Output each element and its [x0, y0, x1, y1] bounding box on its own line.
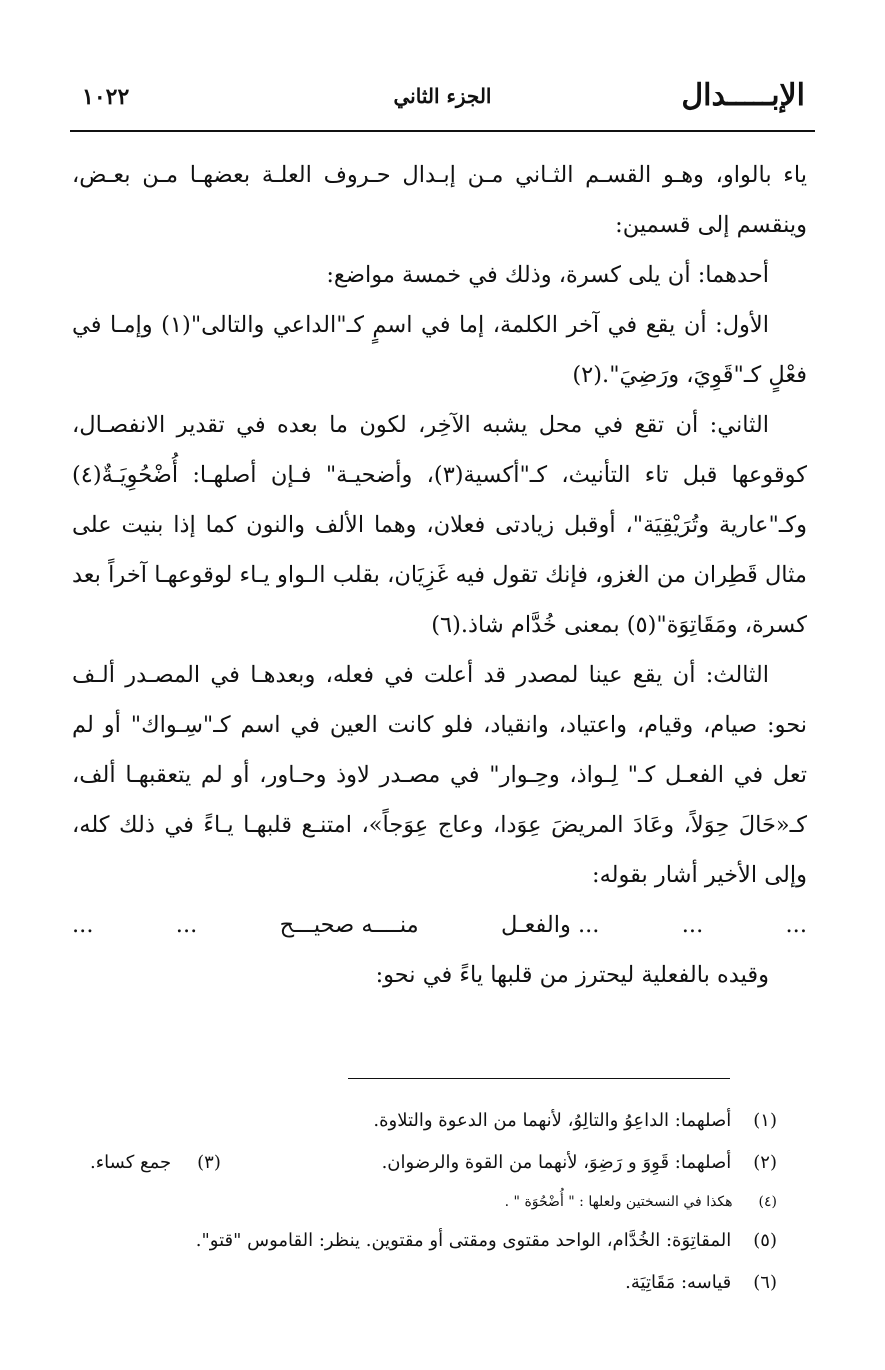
footnote-number: (٣) [197, 1152, 221, 1173]
verse-part: منــــه صحيـــح [279, 912, 419, 938]
verse-part: ... [681, 912, 704, 938]
footnote-text: جمع كساء. [90, 1152, 172, 1173]
footnote-divider [348, 1078, 730, 1079]
footnote-number: (٦) [753, 1272, 777, 1293]
verse-part: ... والفعـل [501, 912, 600, 938]
verse-part: ... [72, 912, 94, 938]
footnote-3 [90, 1142, 221, 1184]
footnote-number: (٤) [758, 1194, 777, 1210]
footnote-4 [90, 1184, 777, 1220]
footnote-2 [90, 1142, 777, 1184]
verse-part: ... [785, 912, 807, 938]
verse-part: ... [175, 912, 198, 938]
footnote-6 [90, 1262, 777, 1304]
paragraph-1: ياء بالواو، وهـو القسـم الثـاني مـن إبـدال حـروف العلـة بعضهـا مـن بعـض، وينقسم إلى قسمين: [72, 162, 807, 238]
footnote-1 [90, 1100, 777, 1142]
footnote-number: (١) [753, 1110, 777, 1131]
footnote-text: المقاتِوَة: الخُدَّام، الواحد مقتوى ومقتى أو مقتوين. ينظر: القاموس "قتو". [195, 1230, 732, 1251]
footnote-text: هكذا في النسختين ولعلها : " أُضْحُوَة " . [504, 1194, 733, 1210]
chapter-title: الإبـــــدال [681, 78, 805, 113]
page-number: ١٠٢٢ [82, 84, 130, 110]
footnote-number: (٥) [753, 1230, 777, 1251]
paragraph-5: الثالث: أن يقع عينا لمصدر قد أعلت في فعله، وبعدهـا في المصـدر ألـف نحو: صيام، وقيام، واعتياد، وانقياد، فلو كانت العين في اسم كـ"سِـواك" أو لم تعل في الفعـل كـ" لِـواذ، وحِـوار" في مصـدر لاوذ وحـاور، أو لم يتعقبهـا ألف، كـ«حَالَ حِوَلاً، وعَادَ المريضَ عِوَدا، وعاج عِوَجاً»، امتنـع قلبهـا يـاءً في ذلك كله، وإلى الأخير أشار بقوله: [72, 662, 807, 888]
footnotes [90, 1100, 777, 1304]
footnote-text: أصلهما: قَوِوَ و رَضِوَ، لأنهما من القوة والرضوان. [381, 1152, 732, 1173]
paragraph-6: وقيده بالفعلية ليحترز من قلبها ياءً في نحو: [375, 962, 769, 988]
verse-line [72, 900, 807, 950]
paragraph-2: أحدهما: أن يلى كسرة، وذلك في خمسة مواضع: [326, 262, 769, 288]
footnote-text: قياسه: مَقَاتِيَة. [625, 1272, 732, 1293]
main-text [72, 150, 807, 1000]
paragraph-4: الثاني: أن تقع في محل يشبه الآخِر، لكون ما بعده في تقدير الانفصـال، كوقوعها قبل تاء التأنيث، كـ"أكسية(٣)، وأضحيـة" فـإن أصلهـا: أُضْحُوِيَـةٌ(٤) وكـ"عارية وتُرَيْقِيَة"، أوقبل زيادتى فعلان، وهما الألف والنون كما إذا بنيت على مثال قَطِران من الغزو، فإنك تقول فيه غَزِيَان، بقلب الـواو يـاء لوقوعهـا آخراً بعد كسرة، ومَقَاتِوَة"(٥) بمعنى خُدَّام شاذ.(٦) [72, 412, 807, 638]
footnote-text: أصلهما: الداعِوُ والتالِوُ، لأنهما من الدعوة والتلاوة. [373, 1110, 732, 1131]
footnote-5 [90, 1220, 777, 1262]
paragraph-3: الأول: أن يقع في آخر الكلمة، إما في اسمٍ كـ"الداعي والتالى"(١) وإمـا في فعْلٍ كـ"قَوِيَ، ورَضِيَ".(٢) [72, 312, 807, 388]
volume-label: الجزء الثاني [393, 84, 492, 108]
page-header [70, 78, 815, 118]
footnote-number: (٢) [753, 1152, 777, 1173]
header-divider [70, 130, 815, 132]
